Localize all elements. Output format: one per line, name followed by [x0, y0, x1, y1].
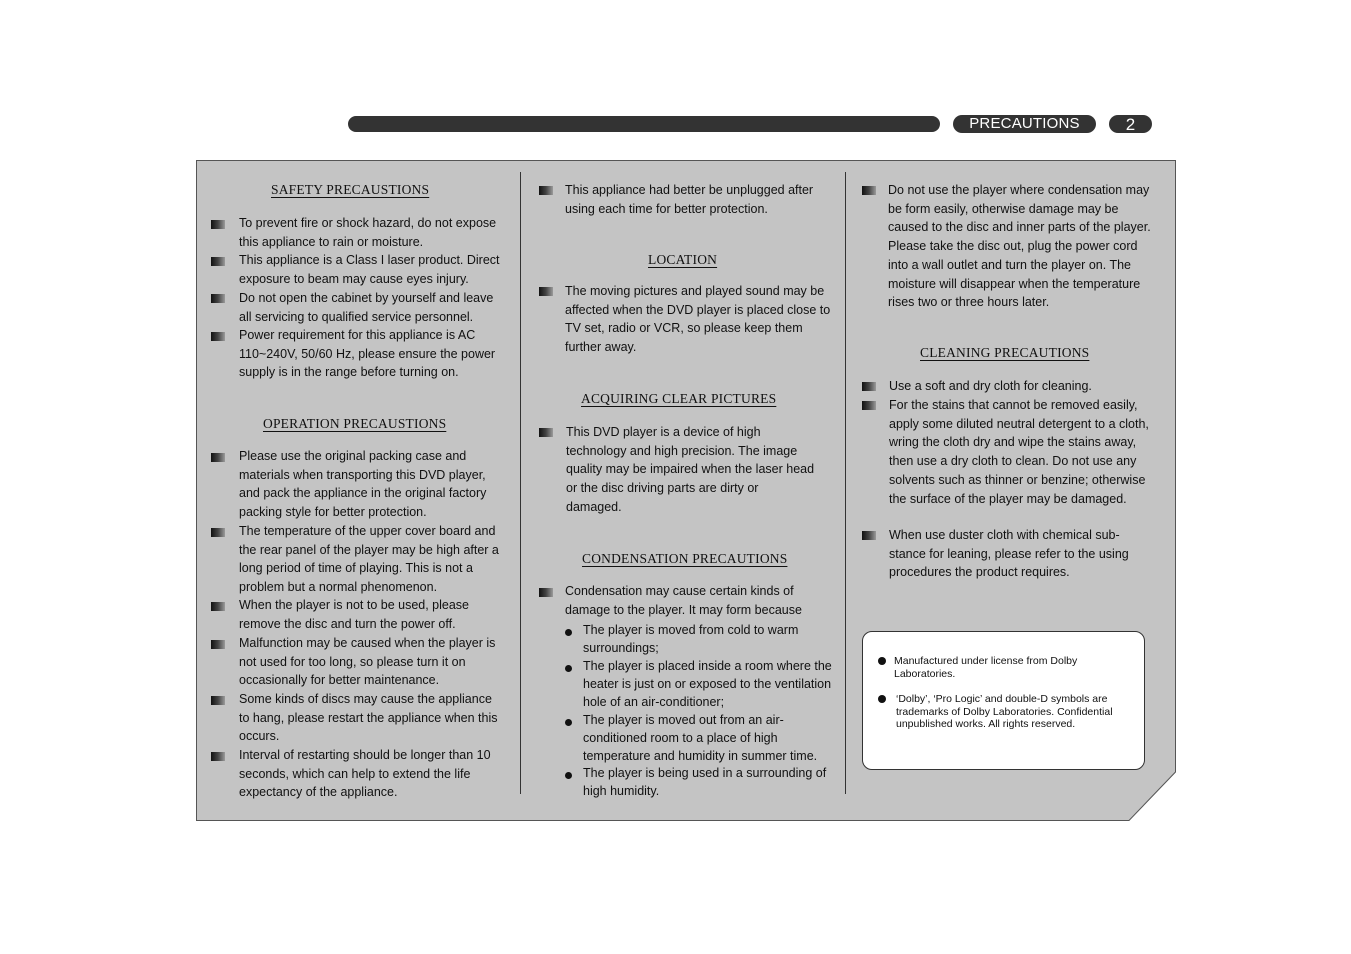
operation-item: The temperature of the upper cover board and the rear panel of the player may be high after a long period of time of playing. This is not a problem but a normal phenomenon.: [239, 524, 499, 595]
dolby-notice-box: [862, 631, 1145, 770]
bullet-square-icon: [862, 186, 876, 195]
bullet-square-icon: [211, 640, 225, 649]
safety-item: To prevent fire or shock hazard, do not expose this appliance to rain or moisture.: [239, 216, 497, 249]
bullet-square-icon: [211, 257, 225, 266]
safety-heading: SAFETY PRECAUSTIONS: [271, 182, 430, 197]
section-title-badge: PRECAUTIONS: [953, 115, 1096, 133]
operation-item: Malfunction may be caused when the player is not used for too long, so please turn it on occasionally for better maintenance.: [239, 636, 496, 688]
column-divider-1: [520, 172, 521, 794]
acquiring-heading: ACQUIRING CLEAR PICTURES: [581, 391, 777, 406]
condensation-cause: The player is moved out from an air-conditioned room to a place of high temperature and humidity in summer time.: [583, 713, 818, 763]
cleaning-heading: CLEANING PRECAUTIONS: [920, 345, 1090, 360]
bullet-dot-icon: [565, 629, 572, 636]
safety-item: Do not open the cabinet by yourself and leave all servicing to qualified service personnel.: [239, 291, 494, 324]
bullet-dot-icon: [565, 665, 572, 672]
bullet-dot-icon: [878, 695, 886, 703]
bullet-square-icon: [539, 287, 553, 296]
cleaning-item: When use duster cloth with chemical sub-stance for leaning, please refer to the using procedures the product requires.: [889, 528, 1129, 580]
bullet-square-icon: [211, 294, 225, 303]
condensation-warning-item: Do not use the player where condensation may be form easily, otherwise damage may be caused to the disc and inner parts of the player. Please take the disc out, plug the power cord into a wall outlet and turn the player on. The moisture will disappear when the temperature rises two or three hours later.: [888, 183, 1151, 310]
bullet-square-icon: [211, 696, 225, 705]
location-item: The moving pictures and played sound may be affected when the DVD player is placed close to TV set, radio or VCR, so please keep them further away.: [565, 284, 831, 355]
bullet-square-icon: [211, 220, 225, 229]
operation-heading: OPERATION PRECAUSTIONS: [263, 416, 447, 431]
condensation-cause: The player is placed inside a room where the heater is just on or exposed to the ventilation hole of an air-conditioner;: [583, 659, 832, 709]
bullet-square-icon: [862, 401, 876, 410]
cleaning-item: Use a soft and dry cloth for cleaning.: [889, 379, 1092, 393]
bullet-square-icon: [211, 752, 225, 761]
column-divider-2: [845, 172, 846, 794]
bullet-square-icon: [539, 186, 553, 195]
bullet-dot-icon: [878, 657, 886, 665]
bullet-dot-icon: [565, 719, 572, 726]
precautions-panel: [196, 160, 1176, 821]
condensation-cause: The player is being used in a surrounding of high humidity.: [583, 766, 827, 798]
dolby-trademark-text: ‘Dolby’, ‘Pro Logic’ and double-D symbols are trademarks of Dolby Laboratories. Confidential unpublished works. All rights reserved.: [896, 693, 1113, 731]
acquiring-item: This DVD player is a device of high technology and high precision. The image quality may be impaired when the laser head or the disc driving parts are dirty or damaged.: [566, 425, 815, 514]
bullet-square-icon: [211, 528, 225, 537]
bullet-dot-icon: [565, 772, 572, 779]
bullet-square-icon: [862, 382, 876, 391]
condensation-cause: The player is moved from cold to warm surroundings;: [583, 623, 799, 655]
unplug-item: This appliance had better be unplugged after using each time for better protection.: [565, 183, 814, 216]
dolby-license-text: Manufactured under license from Dolby Laboratories.: [894, 655, 1078, 680]
bullet-square-icon: [539, 588, 553, 597]
safety-item: This appliance is a Class I laser product. Direct exposure to beam may cause eyes injury.: [239, 253, 500, 286]
operation-item: Please use the original packing case and materials when transporting this DVD player, and pack the appliance in the original factory packing style for better protection.: [239, 449, 487, 520]
operation-item: When the player is not to be used, please remove the disc and turn the power off.: [239, 598, 470, 631]
operation-item: Some kinds of discs may cause the appliance to hang, please restart the appliance when this occurs.: [239, 692, 498, 744]
cleaning-item: For the stains that cannot be removed easily, apply some diluted neutral detergent to a cloth, wring the cloth dry and wipe the stains away, then use a dry cloth to clean. Do not use any solvents such as thinner or benzine; otherwise the surface of the player may be damaged.: [889, 398, 1149, 506]
safety-item: Power requirement for this appliance is AC 110~240V, 50/60 Hz, please ensure the power supply is in the range before turning on.: [239, 328, 496, 380]
condensation-item: Condensation may cause certain kinds of damage to the player. It may form because: [565, 584, 802, 617]
location-heading: LOCATION: [648, 252, 718, 267]
bullet-square-icon: [211, 332, 225, 341]
bullet-square-icon: [862, 531, 876, 540]
page-number-badge: 2: [1109, 115, 1152, 133]
bullet-square-icon: [211, 453, 225, 462]
operation-item: Interval of restarting should be longer than 10 seconds, which can help to extend the life expectancy of the appliance.: [239, 748, 491, 800]
bullet-square-icon: [211, 602, 225, 611]
condensation-heading: CONDENSATION PRECAUTIONS: [582, 551, 788, 566]
bullet-square-icon: [539, 428, 553, 437]
header-bar: [348, 116, 940, 132]
